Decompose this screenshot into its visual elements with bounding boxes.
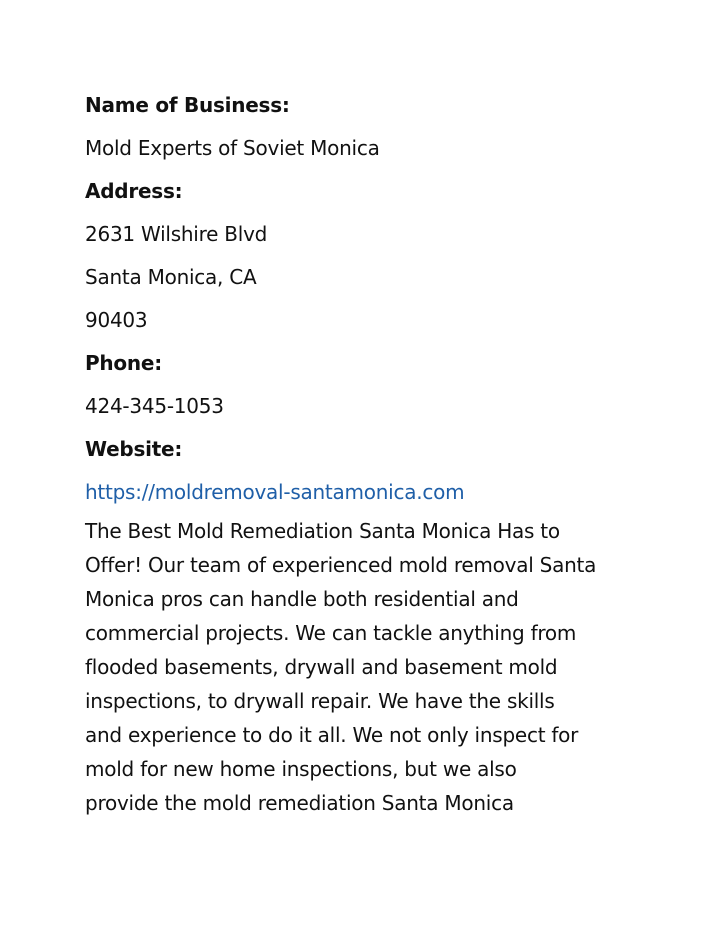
description-line: Monica pros can handle both residential and (85, 587, 519, 611)
description-paragraph (85, 514, 655, 820)
description-line: commercial projects. We can tackle anything from (85, 621, 577, 645)
phone-label: Phone: (85, 351, 162, 375)
address-line-1: 2631 Wilshire Blvd (85, 222, 268, 246)
description-line: inspections, to drywall repair. We have the skills (85, 689, 555, 713)
business-name-value: Mold Experts of Soviet Monica (85, 136, 380, 160)
website-label: Website: (85, 437, 183, 461)
website-link[interactable]: https://moldremoval-santamonica.com (85, 480, 465, 504)
description-line: provide the mold remediation Santa Monica (85, 791, 514, 815)
business-listing (85, 84, 665, 820)
description-line: and experience to do it all. We not only inspect for (85, 723, 579, 747)
description-line: The Best Mold Remediation Santa Monica Has to (85, 519, 560, 543)
description-line: mold for new home inspections, but we also (85, 757, 517, 781)
address-line-2: Santa Monica, CA (85, 265, 257, 289)
description-line: Offer! Our team of experienced mold removal Santa (85, 553, 597, 577)
address-line-3: 90403 (85, 308, 148, 332)
description-line: flooded basements, drywall and basement mold (85, 655, 558, 679)
address-label: Address: (85, 179, 183, 203)
business-name-label: Name of Business: (85, 93, 290, 117)
phone-value: 424-345-1053 (85, 394, 224, 418)
